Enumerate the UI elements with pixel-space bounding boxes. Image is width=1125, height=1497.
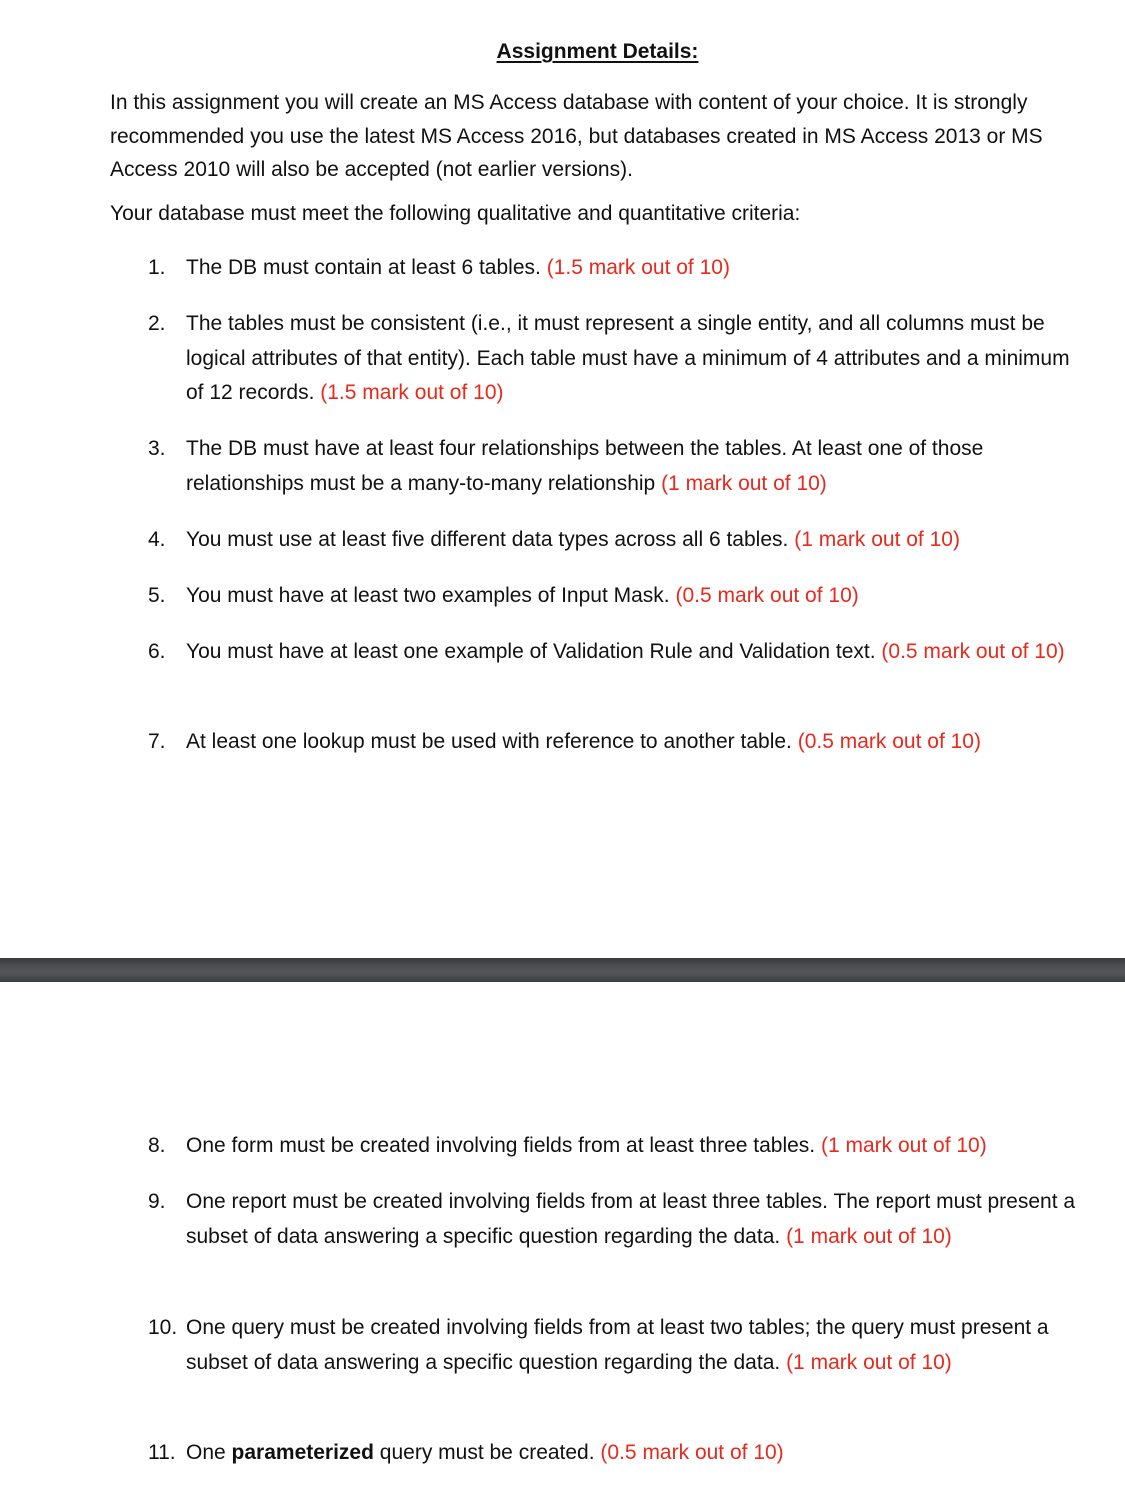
item-number: 10. <box>148 1316 178 1339</box>
item-number: 6. <box>148 640 166 663</box>
item-mark: (1.5 mark out of 10) <box>320 381 504 404</box>
item-number: 5. <box>148 584 166 607</box>
item-number: 1. <box>148 256 166 279</box>
item-text: The tables must be consistent (i.e., it must represent a single entity, and all columns must be logical attributes of that entity). Each table must have a minimum of 4 attributes and a minimum of 12 records. <box>186 312 1070 404</box>
item-text: You must have at least two examples of Input Mask. <box>186 584 670 607</box>
item-mark: (1 mark out of 10) <box>786 1350 952 1374</box>
intro-paragraph: In this assignment you will create an MS Access database with content of your choice. It is strongly recommended you use the latest MS Access 2016, but databases created in MS Access 2013 or MS Access 2010 will also be accepted (not earlier versions). <box>110 91 1043 181</box>
page-break-divider <box>0 958 1125 982</box>
item-mark: (1 mark out of 10) <box>794 528 960 551</box>
item-mark: (0.5 mark out of 10) <box>881 640 1065 663</box>
item-text-after: query must be created. <box>379 1441 595 1464</box>
item-number: 4. <box>148 528 166 551</box>
item-number: 2. <box>148 312 166 335</box>
item-number: 11. <box>148 1441 176 1464</box>
item-mark: (0.5 mark out of 10) <box>675 584 859 607</box>
item-number: 8. <box>148 1134 166 1157</box>
item-text-before: One <box>186 1441 226 1464</box>
item-text: You must have at least one example of Validation Rule and Validation text. <box>186 640 876 663</box>
item-mark: (0.5 mark out of 10) <box>797 730 981 753</box>
item-mark: (1 mark out of 10) <box>820 1134 987 1157</box>
item-mark: (1 mark out of 10) <box>661 471 827 495</box>
item-mark: (1 mark out of 10) <box>786 1224 952 1248</box>
item-text: One query must be created involving fields from at least two tables; the query must present a subset of data answering a specific question regarding the data. <box>186 1316 1049 1374</box>
assignment-title: Assignment Details: <box>496 40 699 63</box>
item-number: 9. <box>148 1190 166 1213</box>
item-text: You must use at least five different data types across all 6 tables. <box>186 528 789 551</box>
item-text: At least one lookup must be used with reference to another table. <box>186 730 792 753</box>
document-page-2 <box>0 982 1125 1497</box>
item-number: 7. <box>148 730 166 753</box>
item-text-bold: parameterized <box>231 1441 374 1464</box>
item-mark: (1.5 mark out of 10) <box>546 256 730 279</box>
item-text: The DB must contain at least 6 tables. <box>186 256 541 279</box>
item-number: 3. <box>148 437 166 460</box>
item-text: One report must be created involving fields from at least three tables. The report must present a subset of data answering a specific question regarding the data. <box>186 1190 1076 1248</box>
item-text: The DB must have at least four relationships between the tables. At least one of those relationships must be a many-to-many relationship <box>186 437 984 495</box>
criteria-intro: Your database must meet the following qualitative and quantitative criteria: <box>110 202 801 225</box>
item-mark: (0.5 mark out of 10) <box>600 1441 784 1464</box>
item-text: One form must be created involving fields from at least three tables. <box>186 1134 816 1157</box>
